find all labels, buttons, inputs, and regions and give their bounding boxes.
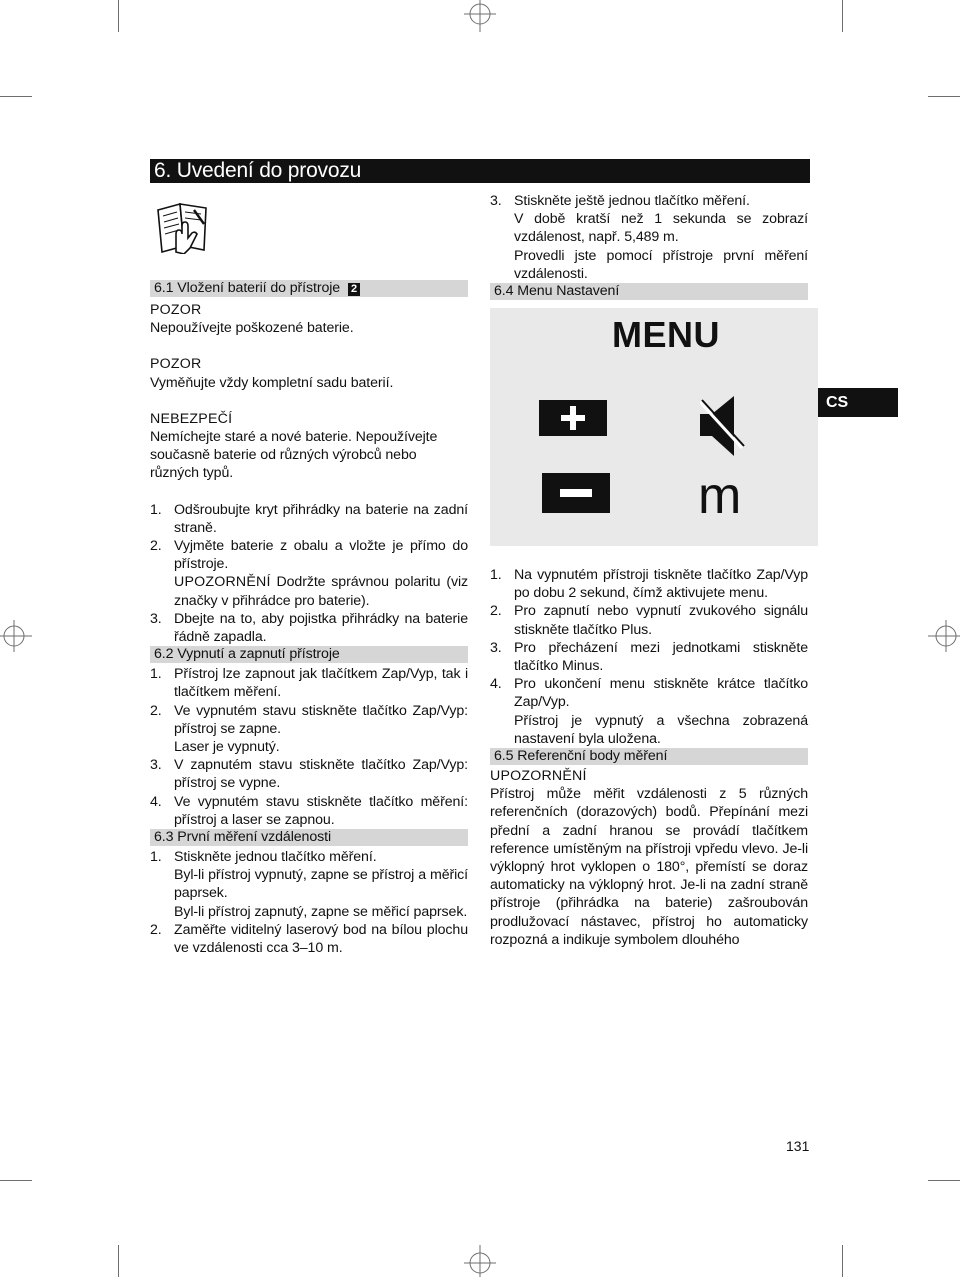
- warning-title: POZOR: [150, 356, 202, 373]
- crop-mark: [928, 96, 960, 97]
- list-item: 2. Pro zapnutí nebo vypnutí zvukového signálu stiskněte tlačítko Plus.: [490, 603, 808, 638]
- plus-key-icon: [539, 400, 607, 436]
- left-column: [150, 200, 468, 957]
- registration-mark: [462, 0, 498, 32]
- section-6-1-heading: [150, 280, 468, 297]
- reference-points-text: Přístroj může měřit vzdálenosti z 5 různých referenčních (dorazových) bodů. Přepínání mezi přední a zadní hranou se provádí tlačítkem reference umístěným na přístroji vpředu vlevo. Je-li výklopný hrot vyklopen o 180°, přemístí se doraz automaticky na výklopný hrot. Je-li na zadní straně přístroje (přihrádka na baterie) zašroubován prodlužovací nástavec, přístroj ho automaticky rozpozná a indikuje symbolem dlouhého: [490, 786, 808, 948]
- right-column: [490, 192, 808, 949]
- figure-ref-badge: 2: [348, 283, 360, 296]
- warning-title: POZOR: [150, 302, 202, 318]
- minus-key-icon: [542, 473, 610, 513]
- menu-title: MENU: [612, 314, 720, 356]
- unit-label: m: [698, 467, 742, 526]
- section-6-3-heading: 6.3 První měření vzdálenosti: [150, 829, 468, 846]
- registration-mark: [928, 618, 960, 654]
- list-item: 3. Dbejte na to, aby pojistka přihrádky na baterie řádně zapadla.: [150, 610, 468, 646]
- battery-steps: [150, 501, 468, 647]
- crop-mark: [928, 1180, 960, 1181]
- crop-mark: [0, 1180, 32, 1181]
- warning-block: [150, 301, 468, 337]
- crop-mark: [118, 1245, 119, 1277]
- crop-mark: [118, 0, 119, 32]
- list-item: 3. V zapnutém stavu stiskněte tlačítko Zap/Vyp: přístroj se vypne.: [150, 757, 468, 792]
- danger-title: NEBEZPEČÍ: [150, 410, 233, 427]
- registration-mark: [0, 618, 32, 654]
- list-item: 1. Na vypnutém přístroji tiskněte tlačítko Zap/Vyp po dobu 2 sekund, čímž aktivujete menu.: [490, 567, 808, 602]
- list-item: 1. Přístroj lze zapnout jak tlačítkem Zap/Vyp, tak i tlačítkem měření.: [150, 666, 468, 701]
- menu-display-panel: [490, 308, 818, 546]
- note-label: UPOZORNĚNÍ: [174, 574, 271, 591]
- danger-text: Nemíchejte staré a nové baterie. Nepoužívejte současně baterie od různých výrobců nebo různých typů.: [150, 429, 438, 482]
- crop-mark: [842, 1245, 843, 1277]
- section-number: 6.1: [154, 280, 174, 296]
- list-item: 1. Stiskněte jednou tlačítko měření. Byl-li přístroj vypnutý, zapne se přístroj a měřicí paprsek. Byl-li přístroj zapnutý, zapne se měřicí paprsek.: [150, 849, 468, 920]
- list-item: 2. Zaměřte viditelný laserový bod na bílou plochu ve vzdálenosti cca 3–10 m.: [150, 921, 468, 957]
- menu-steps: [490, 566, 808, 748]
- note-label: UPOZORNĚNÍ: [490, 768, 587, 785]
- list-item: 4. Ve vypnutém stavu stiskněte tlačítko měření: přístroj a laser se zapnou.: [150, 793, 468, 828]
- warning-text: Nepoužívejte poškozené baterie.: [150, 320, 354, 337]
- speaker-mute-icon: [700, 396, 746, 456]
- book-hand-icon: [154, 200, 210, 254]
- list-item: 4. Pro ukončení menu stiskněte krátce tlačítko Zap/Vyp. Přístroj je vypnutý a všechna zobrazená nastavení byla uložena.: [490, 676, 808, 747]
- power-steps: [150, 665, 468, 829]
- crop-mark: [0, 96, 32, 97]
- registration-mark: [462, 1245, 498, 1277]
- first-measure-steps: [150, 848, 468, 957]
- language-tab: CS: [818, 388, 898, 417]
- first-measure-steps-continued: [490, 192, 808, 283]
- crop-mark: [842, 0, 843, 32]
- list-item: 3. Pro přecházení mezi jednotkami stiskněte tlačítko Minus.: [490, 639, 808, 675]
- section-6-4-heading: 6.4 Menu Nastavení: [490, 283, 808, 300]
- chapter-title: 6. Uvedení do provozu: [150, 159, 810, 183]
- list-item: 3. Stiskněte ještě jednou tlačítko měření. V době kratší než 1 sekunda se zobrazí vzdálenost, např. 5,489 m. Provedli jste pomocí přístroje první měření vzdálenosti.: [490, 193, 808, 282]
- page-number: 131: [786, 1138, 810, 1154]
- list-item: 1. Odšroubujte kryt přihrádky na baterie na zadní straně.: [150, 501, 468, 536]
- list-item: 2. Vyjměte baterie z obalu a vložte je přímo do přístroje. UPOZORNĚNÍ Dodržte správnou polaritu (viz značky v přihrádce pro baterie).: [150, 538, 469, 609]
- list-item: 2. Ve vypnutém stavu stiskněte tlačítko Zap/Vyp: přístroj se zapne. Laser je vypnutý.: [150, 702, 468, 756]
- warning-block: [150, 355, 468, 391]
- section-title: Vložení baterií do přístroje: [177, 280, 341, 296]
- section-6-5-heading: 6.5 Referenční body měření: [490, 748, 808, 765]
- section-6-2-heading: 6.2 Vypnutí a zapnutí přístroje: [150, 646, 468, 663]
- danger-block: [150, 410, 468, 483]
- warning-text: Vyměňujte vždy kompletní sadu baterií.: [150, 374, 394, 391]
